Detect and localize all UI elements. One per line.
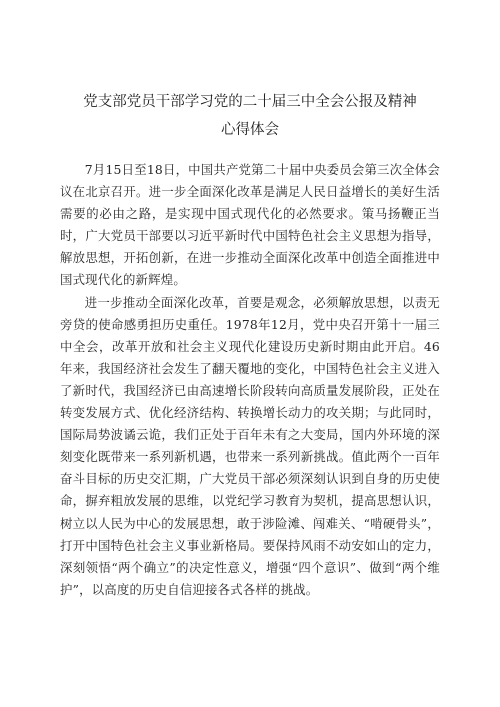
- paragraph-1: 7月15日至18日，中国共产党第二十届中央委员会第三次全体会议在北京召开。进一步全面深化改革是满足人民日益增长的美好生活需要的必由之路，是实现中国式现代化的必然要求。策马扬鞭正当时，广大党员干部要以习近平新时代中国特色社会主义思想为指导，解放思想，开拓创新，在进一步推动全面深化改革中创造全面推进中国式现代化的新辉煌。: [60, 162, 440, 288]
- document-title: [60, 88, 440, 144]
- document-title-line-1: 党支部党员干部学习党的二十届三中全会公报及精神: [83, 94, 417, 110]
- document-title-line-2: 心得体会: [221, 122, 279, 138]
- document-body: [60, 159, 440, 601]
- paragraph-2: 进一步推动全面深化改革，首要是观念，必须解放思想，以责无旁贷的使命感勇担历史重任。1978年12月，党中央召开第十一届三中全会，改革开放和社会主义现代化建设历史新时期由此开启。46年来，我国经济社会发生了翻天覆地的变化，中国特色社会主义进入了新时代，我国经济已由高速增长阶段转向高质量发展阶段，正处在转变发展方式、优化经济结构、转换增长动力的攻关期；与此同时，国际局势波谲云诡，我们正处于百年未有之大变局，国内外环境的深刻变化既带来一系列新机遇，也带来一系列新挑战。值此两个一百年奋斗目标的历史交汇期，广大党员干部必须深刻认识到自身的历史使命，摒弃粗放发展的思维，以党纪学习教育为契机，提高思想认识，树立以人民为中心的发展思想，敢于涉险滩、闯难关、“啃硬骨头”，打开中国特色社会主义事业新格局。要保持风雨不动安如山的定力，深刻领悟“两个确立”的决定性意义，增强“四个意识”、做到“两个维护”，以高度的历史自信迎接各式各样的挑战。: [60, 294, 440, 597]
